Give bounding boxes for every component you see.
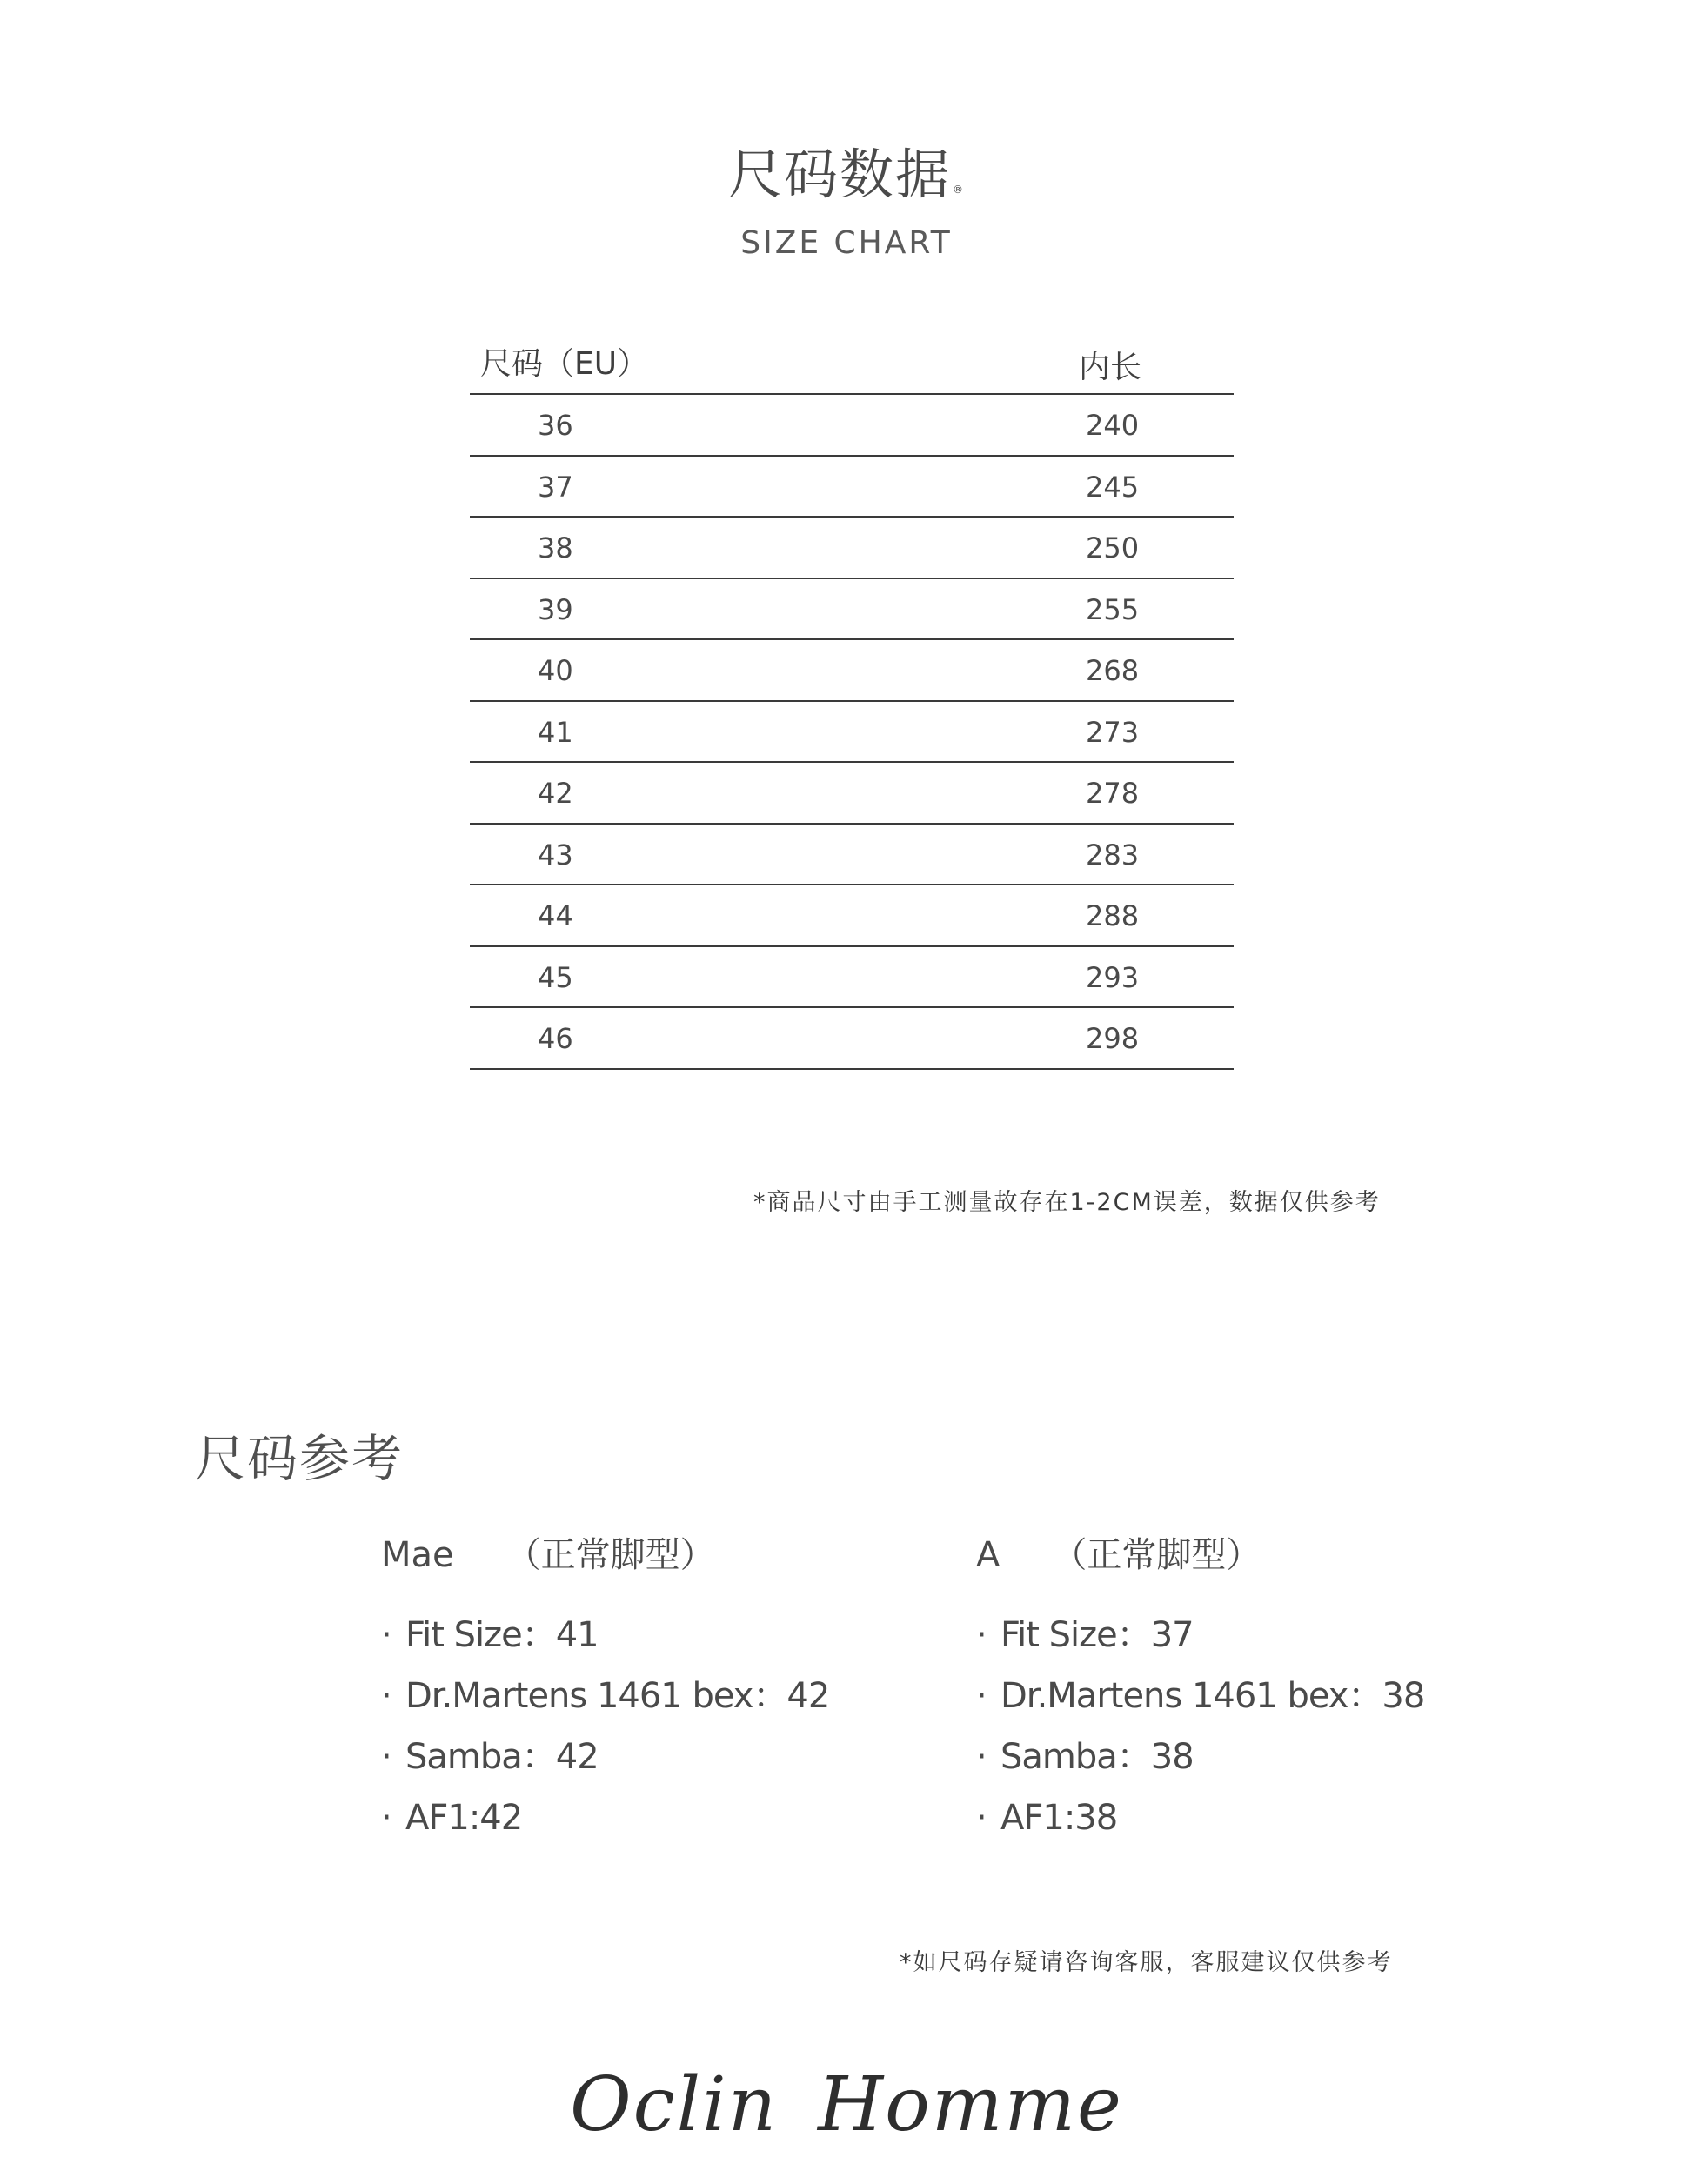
reference-person-a: [976, 1535, 1516, 1861]
person-heading: [381, 1535, 920, 1575]
item-text: Fit Size：37: [1000, 1615, 1194, 1655]
cell-length: 288: [1086, 899, 1140, 932]
list-item: [381, 1737, 920, 1777]
cell-size: 40: [538, 654, 573, 687]
bullet-icon: ·: [381, 1798, 391, 1838]
reference-title: 尺码参考: [195, 1429, 405, 1488]
brand-logo: [0, 2061, 1693, 2148]
person-heading: [976, 1535, 1516, 1575]
bullet-icon: ·: [976, 1737, 987, 1777]
item-text: Samba：38: [1000, 1737, 1194, 1777]
table-row: [470, 579, 1234, 641]
reference-list: [976, 1615, 1516, 1838]
cell-length: 278: [1086, 777, 1140, 810]
table-row: [470, 947, 1234, 1009]
item-text: Dr.Martens 1461 bex：42: [405, 1676, 830, 1716]
cell-length: 298: [1086, 1022, 1140, 1055]
list-item: [976, 1615, 1516, 1655]
person-name: A: [976, 1535, 1000, 1575]
cell-length: 245: [1086, 470, 1140, 504]
item-text: AF1:38: [1000, 1798, 1118, 1838]
table-row: [470, 640, 1234, 702]
cell-length: 273: [1086, 715, 1140, 749]
list-item: [381, 1676, 920, 1716]
bullet-icon: ·: [976, 1615, 987, 1655]
size-table: [470, 331, 1234, 1070]
cell-size: 42: [538, 777, 573, 810]
header-size: 尺码（EU）: [480, 346, 649, 382]
cell-size: 38: [538, 531, 573, 564]
table-row: [470, 1008, 1234, 1070]
table-row: [470, 702, 1234, 764]
list-item: [976, 1798, 1516, 1838]
table-row: [470, 763, 1234, 825]
bullet-icon: ·: [976, 1676, 987, 1716]
table-row: [470, 457, 1234, 518]
cell-length: 255: [1086, 592, 1140, 626]
table-row: [470, 825, 1234, 886]
bullet-icon: ·: [976, 1798, 987, 1838]
cell-length: 283: [1086, 838, 1140, 872]
service-note: *如尺码存疑请咨询客服，客服建议仅供参考: [900, 1949, 1393, 1976]
measurement-note: *商品尺寸由手工测量故存在1-2CM误差，数据仅供参考: [753, 1189, 1381, 1216]
page-title: [0, 143, 1693, 206]
person-name: Mae: [381, 1535, 454, 1575]
list-item: [381, 1615, 920, 1655]
foot-type: （正常脚型）: [505, 1535, 715, 1575]
brand-word-2: Homme: [818, 2061, 1123, 2148]
table-header: [470, 331, 1234, 395]
table-row: [470, 885, 1234, 947]
item-text: AF1:42: [405, 1798, 523, 1838]
cell-size: 43: [538, 838, 573, 872]
registered-mark: ®: [953, 184, 965, 196]
cell-size: 45: [538, 960, 573, 994]
reference-list: [381, 1615, 920, 1838]
cell-size: 36: [538, 409, 573, 442]
cell-size: 37: [538, 470, 573, 504]
header-length: 内长: [1079, 350, 1142, 385]
cell-length: 240: [1086, 409, 1140, 442]
bullet-icon: ·: [381, 1615, 391, 1655]
list-item: [976, 1737, 1516, 1777]
size-chart-header: [0, 143, 1693, 261]
cell-size: 39: [538, 592, 573, 626]
cell-size: 44: [538, 899, 573, 932]
list-item: [381, 1798, 920, 1838]
page-subtitle: SIZE CHART: [740, 225, 953, 261]
table-row: [470, 518, 1234, 579]
list-item: [976, 1676, 1516, 1716]
item-text: Samba：42: [405, 1737, 599, 1777]
foot-type: （正常脚型）: [1052, 1535, 1261, 1575]
title-cn-text: 尺码数据: [727, 143, 951, 206]
bullet-icon: ·: [381, 1676, 391, 1716]
cell-size: 41: [538, 715, 573, 749]
table-row: [470, 395, 1234, 457]
cell-length: 268: [1086, 654, 1140, 687]
cell-length: 293: [1086, 960, 1140, 994]
reference-person-mae: [381, 1535, 920, 1861]
brand-word-1: Oclin: [570, 2061, 779, 2148]
cell-length: 250: [1086, 531, 1140, 564]
item-text: Dr.Martens 1461 bex：38: [1000, 1676, 1425, 1716]
cell-size: 46: [538, 1022, 573, 1055]
bullet-icon: ·: [381, 1737, 391, 1777]
item-text: Fit Size：41: [405, 1615, 599, 1655]
